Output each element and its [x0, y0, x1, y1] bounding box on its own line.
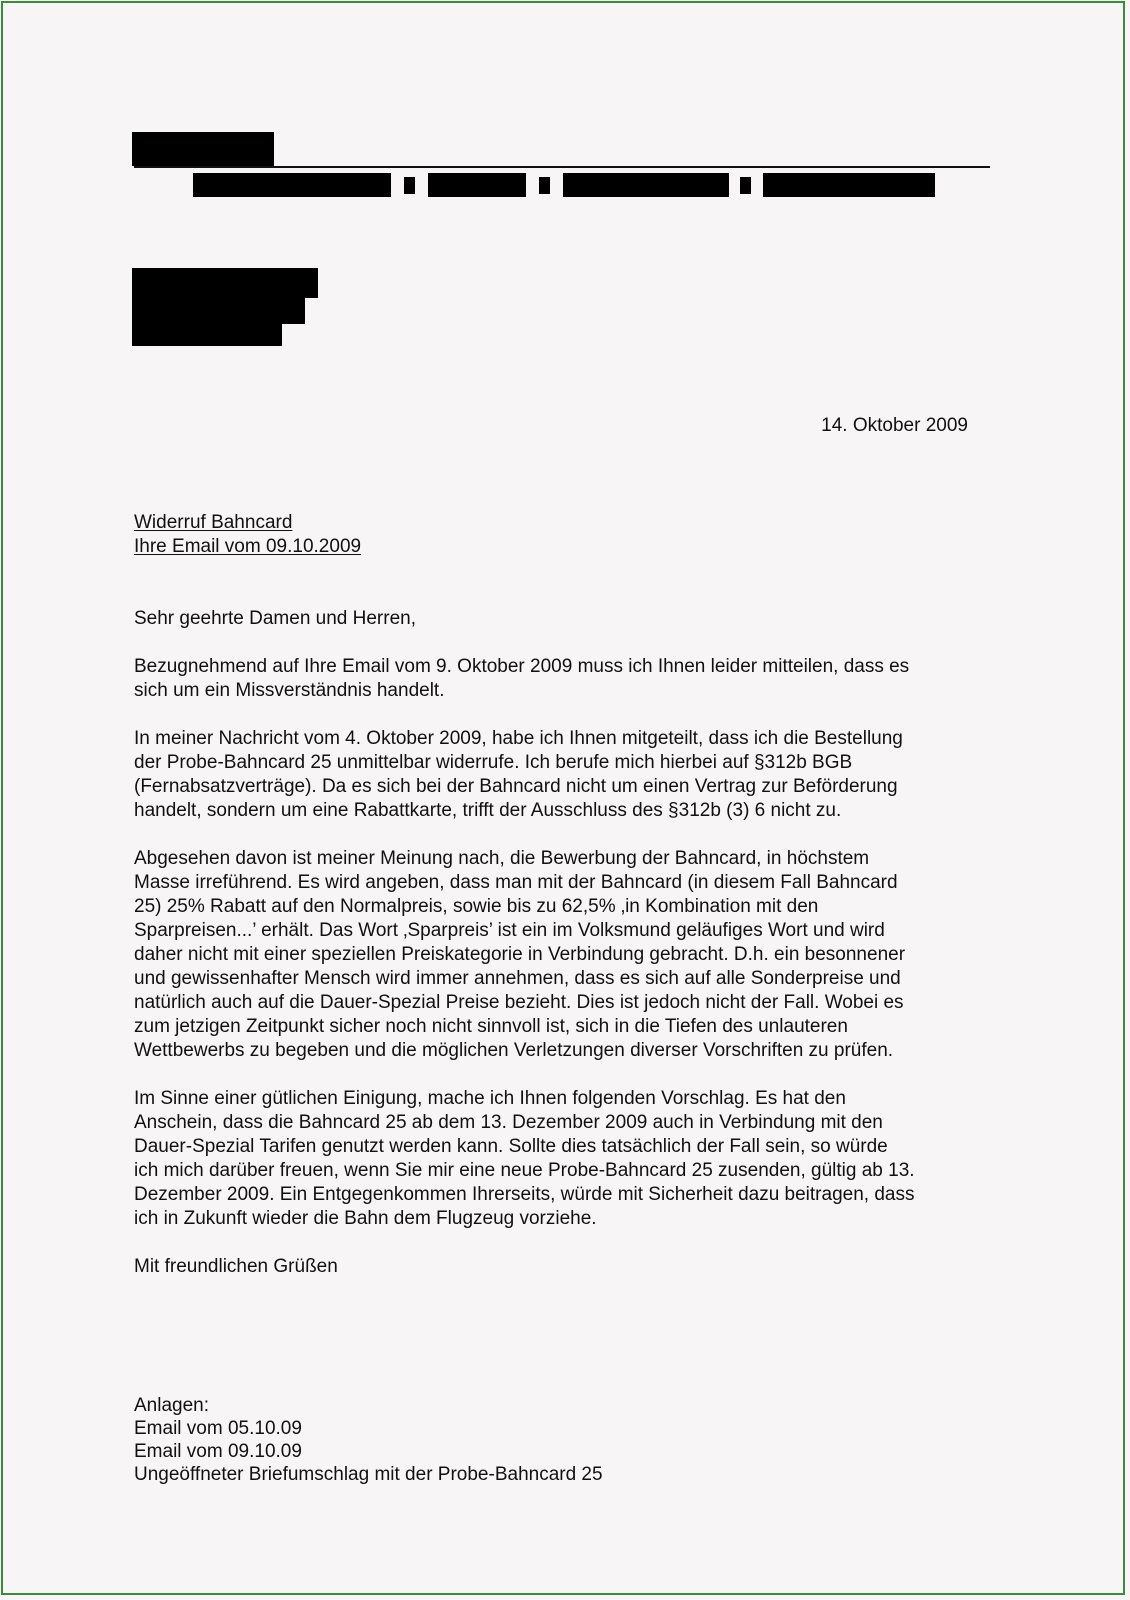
paragraph-line: Masse irreführend. Es wird angeben, dass man mit der Bahncard (in diesem Fall Bahncard [134, 872, 898, 893]
paragraph-line: (Fernabsatzverträge). Da es sich bei der Bahncard nicht um einen Vertrag zur Beförderung [134, 776, 898, 797]
paragraph-line: natürlich auch auf die Dauer-Spezial Preise bezieht. Dies ist jedoch nicht der Fall. Wobei es [134, 992, 904, 1013]
redacted-sender-address-4 [763, 173, 935, 197]
redacted-recipient-line-1 [132, 268, 318, 298]
redacted-sender-address-3 [563, 173, 729, 197]
paragraph-line: Dezember 2009. Ein Entgegenkommen Ihrerseits, würde mit Sicherheit dazu beitragen, dass [134, 1184, 915, 1205]
paragraph-line: 25) 25% Rabatt auf den Normalpreis, sowie bis zu 62,5% ‚in Kombination mit den [134, 896, 819, 917]
redacted-recipient-line-3 [132, 322, 282, 346]
paragraph-1 [134, 655, 909, 703]
paragraph-line: Sparpreisen...’ erhält. Das Wort ‚Sparpreis’ ist ein im Volksmund geläufiges Wort und wird [134, 920, 885, 941]
attachment-item: Ungeöffneter Briefumschlag mit der Probe-Bahncard 25 [134, 1464, 603, 1485]
paragraph-line: handelt, sondern um eine Rabattkarte, trifft der Ausschluss des §312b (3) 6 nicht zu. [134, 800, 842, 821]
paragraph-3 [134, 847, 905, 1063]
redacted-separator-2 [539, 177, 550, 194]
header-rule [134, 166, 990, 168]
paragraph-line: ich mich darüber freuen, wenn Sie mir eine neue Probe-Bahncard 25 zusenden, gültig ab 13. [134, 1160, 915, 1181]
letter-date: 14. Oktober 2009 [821, 415, 968, 436]
paragraph-line: Dauer-Spezial Tarifen genutzt werden kann. Sollte dies tatsächlich der Fall sein, so würde [134, 1136, 888, 1157]
paragraph-2 [134, 727, 903, 823]
redacted-recipient-line-2 [132, 296, 305, 324]
redacted-sender-address-2 [428, 173, 526, 197]
redacted-sender-name [132, 132, 274, 166]
subject-line-2: Ihre Email vom 09.10.2009 [134, 536, 362, 557]
redacted-sender-address-1 [193, 173, 391, 197]
attachment-item: Email vom 05.10.09 [134, 1418, 302, 1439]
paragraph-line: In meiner Nachricht vom 4. Oktober 2009, habe ich Ihnen mitgeteilt, dass ich die Bestellung [134, 728, 903, 749]
paragraph-line: und gewissenhafter Mensch wird immer annehmen, dass es sich auf alle Sonderpreise und [134, 968, 901, 989]
paragraph-line: Anschein, dass die Bahncard 25 ab dem 13. Dezember 2009 auch in Verbindung mit den [134, 1112, 883, 1133]
attachment-item: Email vom 09.10.09 [134, 1441, 302, 1462]
attachments [134, 1394, 603, 1486]
attachments-label: Anlagen: [134, 1395, 210, 1416]
paragraph-line: daher nicht mit einer speziellen Preiskategorie in Verbindung gebracht. D.h. ein besonnener [134, 944, 906, 965]
paragraph-line: Bezugnehmend auf Ihre Email vom 9. Oktober 2009 muss ich Ihnen leider mitteilen, dass es [134, 656, 910, 677]
paragraph-line: der Probe-Bahncard 25 unmittelbar widerrufe. Ich berufe mich hierbei auf §312b BGB [134, 752, 853, 773]
redacted-separator-1 [404, 177, 415, 194]
salutation: Sehr geehrte Damen und Herren, [134, 608, 416, 629]
paragraph-line: sich um ein Missverständnis handelt. [134, 680, 445, 701]
paragraph-line: Abgesehen davon ist meiner Meinung nach, die Bewerbung der Bahncard, in höchstem [134, 848, 870, 869]
redacted-separator-3 [740, 177, 751, 194]
paragraph-line: Im Sinne einer gütlichen Einigung, mache ich Ihnen folgenden Vorschlag. Es hat den [134, 1088, 846, 1109]
closing: Mit freundlichen Grüßen [134, 1256, 338, 1277]
paragraph-4 [134, 1087, 915, 1231]
paragraph-line: zum jetzigen Zeitpunkt sicher noch nicht sinnvoll ist, sich in die Tiefen des unlauteren [134, 1016, 848, 1037]
paragraph-line: ich in Zukunft wieder die Bahn dem Flugzeug vorziehe. [134, 1208, 597, 1229]
subject-line-1: Widerruf Bahncard [134, 512, 293, 533]
paragraph-line: Wettbewerbs zu begeben und die möglichen Verletzungen diverser Vorschriften zu prüfen. [134, 1040, 894, 1061]
